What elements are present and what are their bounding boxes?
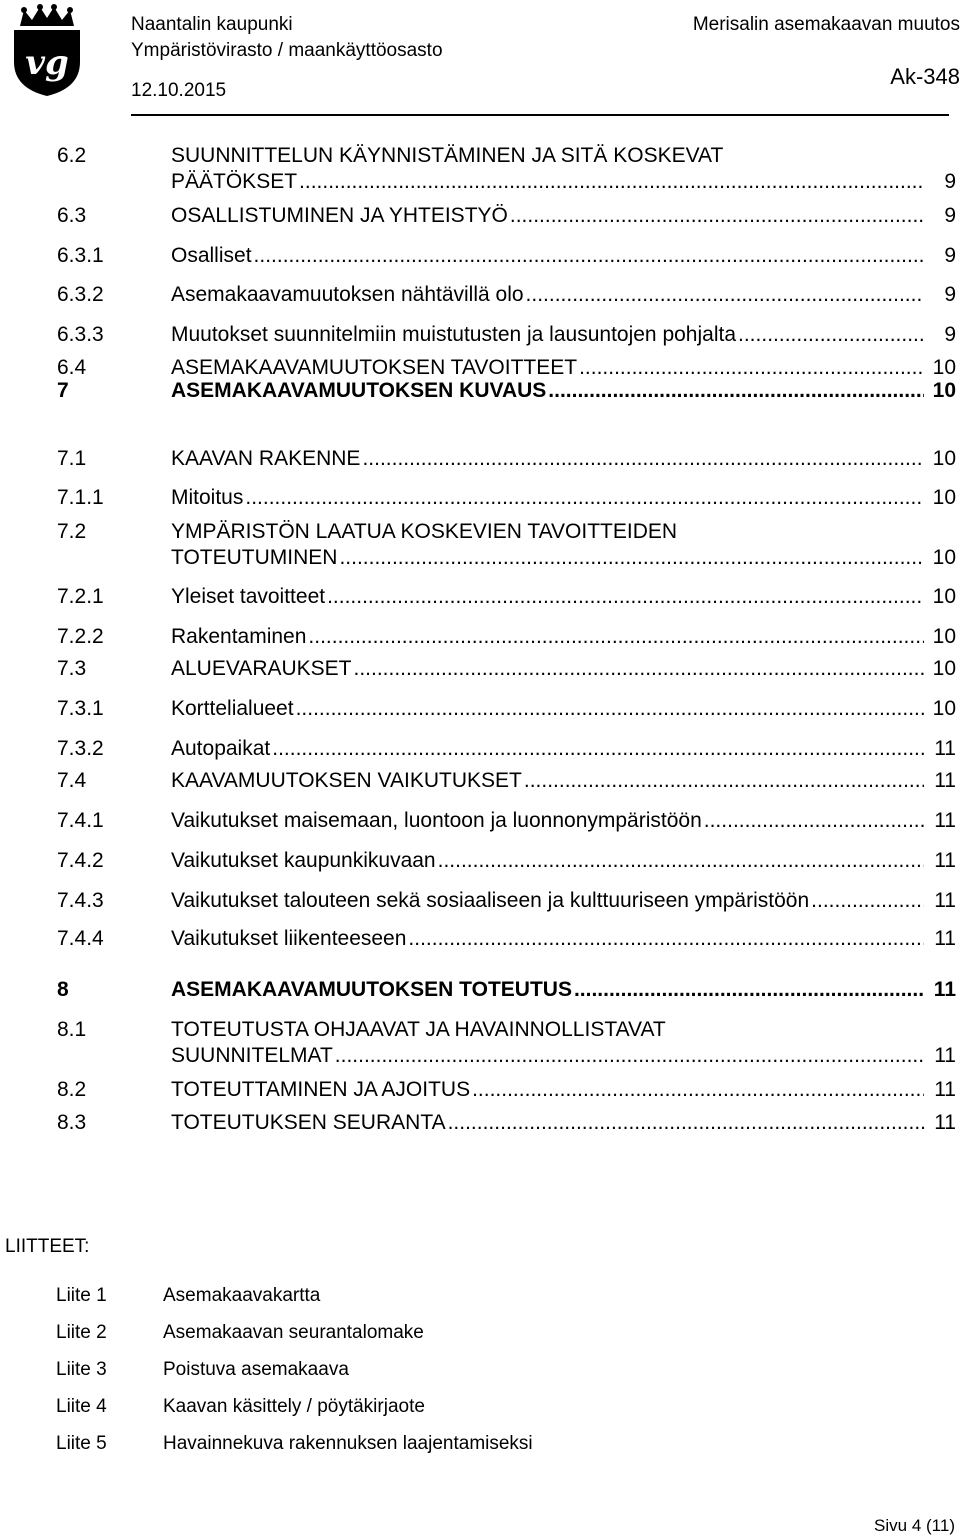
toc-dot-leader — [339, 545, 924, 571]
toc-entry-title — [171, 1017, 926, 1069]
toc-entry-title-line1: YMPÄRISTÖN LAATUA KOSKEVIEN TAVOITTEIDEN — [171, 520, 678, 543]
toc-entry-page: 11 — [934, 1078, 956, 1101]
toc-entry-page: 10 — [932, 356, 956, 379]
toc-entry-number: 7.3.1 — [57, 697, 104, 720]
toc-entry-number: 8.1 — [57, 1018, 87, 1041]
toc-entry-title — [171, 446, 926, 472]
toc-dot-leader — [308, 624, 924, 650]
toc-entry-number: 7.4 — [57, 769, 87, 792]
toc-dot-leader — [548, 378, 924, 404]
toc-entry-page: 11 — [934, 769, 956, 792]
toc-dot-leader — [335, 1043, 924, 1069]
toc-entry[interactable] — [0, 322, 960, 348]
toc-entry-text: Mitoitus — [171, 486, 244, 509]
toc-entry-number: 7.3 — [57, 657, 87, 680]
toc-entry-page: 10 — [932, 585, 956, 608]
toc-entry-title — [171, 977, 926, 1003]
attachment-id: Liite 5 — [56, 1433, 107, 1454]
toc-entry-number: 6.3.1 — [57, 244, 104, 267]
toc-entry-title — [171, 1077, 926, 1103]
toc-entry[interactable] — [0, 519, 960, 571]
toc-entry-text: ASEMAKAAVAMUUTOKSEN TAVOITTEET — [171, 356, 578, 379]
toc-entry[interactable] — [0, 485, 960, 511]
toc-entry-title — [171, 584, 926, 610]
toc-entry[interactable] — [0, 926, 960, 952]
toc-entry-number: 7.1 — [57, 447, 87, 470]
toc-entry-page: 10 — [932, 697, 956, 720]
toc-entry[interactable] — [0, 1017, 960, 1069]
page-header — [0, 0, 960, 120]
department-name: Ympäristövirasto / maankäyttöosasto — [131, 40, 443, 61]
toc-entry-text: KAAVAMUUTOKSEN VAIKUTUKSET — [171, 769, 522, 792]
toc-entry[interactable] — [0, 977, 960, 1003]
toc-entry-title — [171, 519, 926, 571]
toc-entry-title — [171, 624, 926, 650]
toc-entry[interactable] — [0, 243, 960, 269]
attachment-id: Liite 3 — [56, 1359, 107, 1380]
toc-entry-text: Autopaikat — [171, 737, 271, 760]
toc-entry[interactable] — [0, 768, 960, 794]
toc-entry-number: 7.4.2 — [57, 849, 104, 872]
toc-dot-leader — [738, 322, 924, 348]
toc-entry-number: 6.3 — [57, 204, 87, 227]
header-right — [540, 12, 960, 90]
naantali-coat-of-arms-icon — [10, 4, 84, 98]
toc-entry-page: 9 — [944, 204, 956, 227]
toc-entry-page: 9 — [944, 244, 956, 267]
toc-entry[interactable] — [0, 282, 960, 308]
toc-entry-title — [171, 203, 926, 229]
document-date: 12.10.2015 — [131, 80, 227, 101]
toc-entry-number: 8.2 — [57, 1078, 87, 1101]
attachment-name: Asemakaavakartta — [163, 1285, 321, 1306]
toc-entry-text: Osalliset — [171, 244, 252, 267]
toc-entry[interactable] — [0, 203, 960, 229]
toc-entry-number: 7.4.1 — [57, 809, 104, 832]
attachment-name: Poistuva asemakaava — [163, 1359, 349, 1380]
toc-dot-leader — [526, 282, 924, 308]
toc-entry-text: ASEMAKAAVAMUUTOKSEN KUVAUS — [171, 379, 547, 402]
toc-entry-text: Rakentaminen — [171, 625, 307, 648]
toc-entry-text: KAAVAN RAKENNE — [171, 447, 361, 470]
attachment-id: Liite 1 — [56, 1285, 107, 1306]
attachment-name: Kaavan käsittely / pöytäkirjaote — [163, 1396, 425, 1417]
plan-code: Ak-348 — [890, 64, 960, 89]
toc-entry-number: 8.3 — [57, 1111, 87, 1134]
toc-dot-leader — [327, 584, 924, 610]
toc-entry-number: 6.4 — [57, 356, 87, 379]
toc-entry-text: OSALLISTUMINEN JA YHTEISTYÖ — [171, 204, 508, 227]
toc-entry-number: 7.2.2 — [57, 625, 104, 648]
toc-entry-title-line1: TOTEUTUSTA OHJAAVAT JA HAVAINNOLLISTAVAT — [171, 1018, 666, 1041]
page-number: Sivu 4 (11) — [874, 1516, 955, 1535]
toc-dot-leader — [811, 888, 924, 914]
toc-entry-text: ASEMAKAAVAMUUTOKSEN TOTEUTUS — [171, 978, 572, 1001]
toc-dot-leader — [438, 848, 924, 874]
toc-entry[interactable] — [0, 848, 960, 874]
toc-entry[interactable] — [0, 446, 960, 472]
toc-entry-page: 10 — [932, 486, 956, 509]
toc-entry-page: 10 — [932, 625, 956, 648]
toc-entry-page: 10 — [932, 546, 956, 569]
toc-entry-title — [171, 378, 926, 404]
toc-entry-page: 10 — [932, 657, 956, 680]
toc-entry-number: 7.3.2 — [57, 737, 104, 760]
toc-entry-number: 7.2.1 — [57, 585, 104, 608]
toc-entry[interactable] — [0, 808, 960, 834]
toc-entry-text: TOTEUTTAMINEN JA AJOITUS — [171, 1078, 471, 1101]
toc-dot-leader — [524, 768, 924, 794]
toc-entry-number: 8 — [57, 978, 69, 1001]
toc-entry[interactable] — [0, 624, 960, 650]
toc-entry[interactable] — [0, 584, 960, 610]
toc-dot-leader — [245, 485, 924, 511]
toc-entry-page: 9 — [944, 170, 956, 193]
toc-dot-leader — [299, 169, 924, 195]
attachments-title: LIITTEET: — [5, 1236, 90, 1257]
toc-entry-page: 11 — [934, 1111, 956, 1134]
toc-entry-number: 7.4.4 — [57, 927, 104, 950]
toc-entry-page: 11 — [934, 809, 956, 832]
toc-entry-page: 9 — [944, 323, 956, 346]
toc-entry-title — [171, 322, 926, 348]
toc-entry-title — [171, 485, 926, 511]
toc-dot-leader — [510, 203, 924, 229]
toc-entry-number: 7.1.1 — [57, 486, 104, 509]
toc-dot-leader — [354, 656, 925, 682]
toc-dot-leader — [272, 736, 924, 762]
toc-entry-text: Vaikutukset kaupunkikuvaan — [171, 849, 436, 872]
toc-entry-number: 7 — [57, 379, 69, 402]
toc-entry-page: 10 — [932, 379, 956, 402]
toc-entry-title — [171, 656, 926, 682]
toc-entry[interactable] — [0, 888, 960, 914]
toc-dot-leader — [362, 446, 924, 472]
toc-entry-title — [171, 143, 926, 195]
toc-entry-page: 11 — [934, 849, 956, 872]
toc-dot-leader — [472, 1077, 924, 1103]
toc-entry-page: 11 — [934, 889, 956, 912]
toc-entry-title — [171, 926, 926, 952]
toc-entry-page: 11 — [934, 1044, 956, 1067]
toc-entry-number: 7.2 — [57, 520, 87, 543]
toc-entry-text: Vaikutukset liikenteeseen — [171, 927, 407, 950]
toc-entry-title — [171, 696, 926, 722]
toc-entry-title — [171, 1110, 926, 1136]
toc-entry-title — [171, 282, 926, 308]
header-left — [131, 12, 443, 104]
toc-entry-page: 9 — [944, 283, 956, 306]
toc-entry-page: 11 — [933, 978, 956, 1001]
toc-entry-text: SUUNNITELMAT — [171, 1044, 333, 1067]
toc-entry-title — [171, 808, 926, 834]
header-divider — [131, 114, 949, 116]
toc-entry-title — [171, 736, 926, 762]
toc-entry[interactable] — [0, 656, 960, 682]
toc-entry-number: 7.4.3 — [57, 889, 104, 912]
toc-entry-title — [171, 888, 926, 914]
toc-entry[interactable] — [0, 1077, 960, 1103]
toc-dot-leader — [704, 808, 924, 834]
toc-entry-text: Vaikutukset talouteen sekä sosiaaliseen ja kulttuuriseen ympäristöön — [171, 889, 810, 912]
toc-entry-title-line1: SUUNNITTELUN KÄYNNISTÄMINEN JA SITÄ KOSKEVAT — [171, 144, 724, 167]
toc-entry-page: 11 — [934, 737, 956, 760]
toc-entry-text: Yleiset tavoitteet — [171, 585, 326, 608]
toc-entry-title — [171, 768, 926, 794]
toc-entry-text: Asemakaavamuutoksen nähtävillä olo — [171, 283, 524, 306]
toc-entry-text: Korttelialueet — [171, 697, 294, 720]
toc-entry-text: PÄÄTÖKSET — [171, 170, 298, 193]
toc-entry[interactable] — [0, 143, 960, 195]
toc-dot-leader — [574, 977, 924, 1003]
toc-entry-page: 10 — [932, 447, 956, 470]
toc-dot-leader — [254, 243, 924, 269]
toc-entry-number: 6.3.2 — [57, 283, 104, 306]
toc-dot-leader — [448, 1110, 924, 1136]
attachment-id: Liite 2 — [56, 1322, 107, 1343]
toc-entry[interactable] — [0, 736, 960, 762]
toc-entry-text: TOTEUTUKSEN SEURANTA — [171, 1111, 446, 1134]
toc-entry-text: ALUEVARAUKSET — [171, 657, 352, 680]
attachment-id: Liite 4 — [56, 1396, 107, 1417]
toc-entry-title — [171, 243, 926, 269]
toc-entry-text: Vaikutukset maisemaan, luontoon ja luonnonympäristöön — [171, 809, 702, 832]
toc-entry[interactable] — [0, 696, 960, 722]
toc-entry[interactable] — [0, 1110, 960, 1136]
plan-name: Merisalin asemakaavan muutos — [692, 14, 960, 35]
toc-dot-leader — [408, 926, 924, 952]
toc-entry-title — [171, 848, 926, 874]
toc-dot-leader — [296, 696, 924, 722]
attachment-name: Havainnekuva rakennuksen laajentamiseksi — [163, 1433, 533, 1454]
logo-letters: vg — [25, 43, 69, 83]
toc-entry-number: 6.2 — [57, 144, 87, 167]
toc-entry-page: 11 — [934, 927, 956, 950]
toc-entry-number: 6.3.3 — [57, 323, 104, 346]
toc-entry-text: Muutokset suunnitelmiin muistutusten ja lausuntojen pohjalta — [171, 323, 737, 346]
org-name: Naantalin kaupunki — [131, 14, 293, 35]
attachment-name: Asemakaavan seurantalomake — [163, 1322, 424, 1343]
toc-entry[interactable] — [0, 378, 960, 404]
toc-entry-text: TOTEUTUMINEN — [171, 546, 338, 569]
